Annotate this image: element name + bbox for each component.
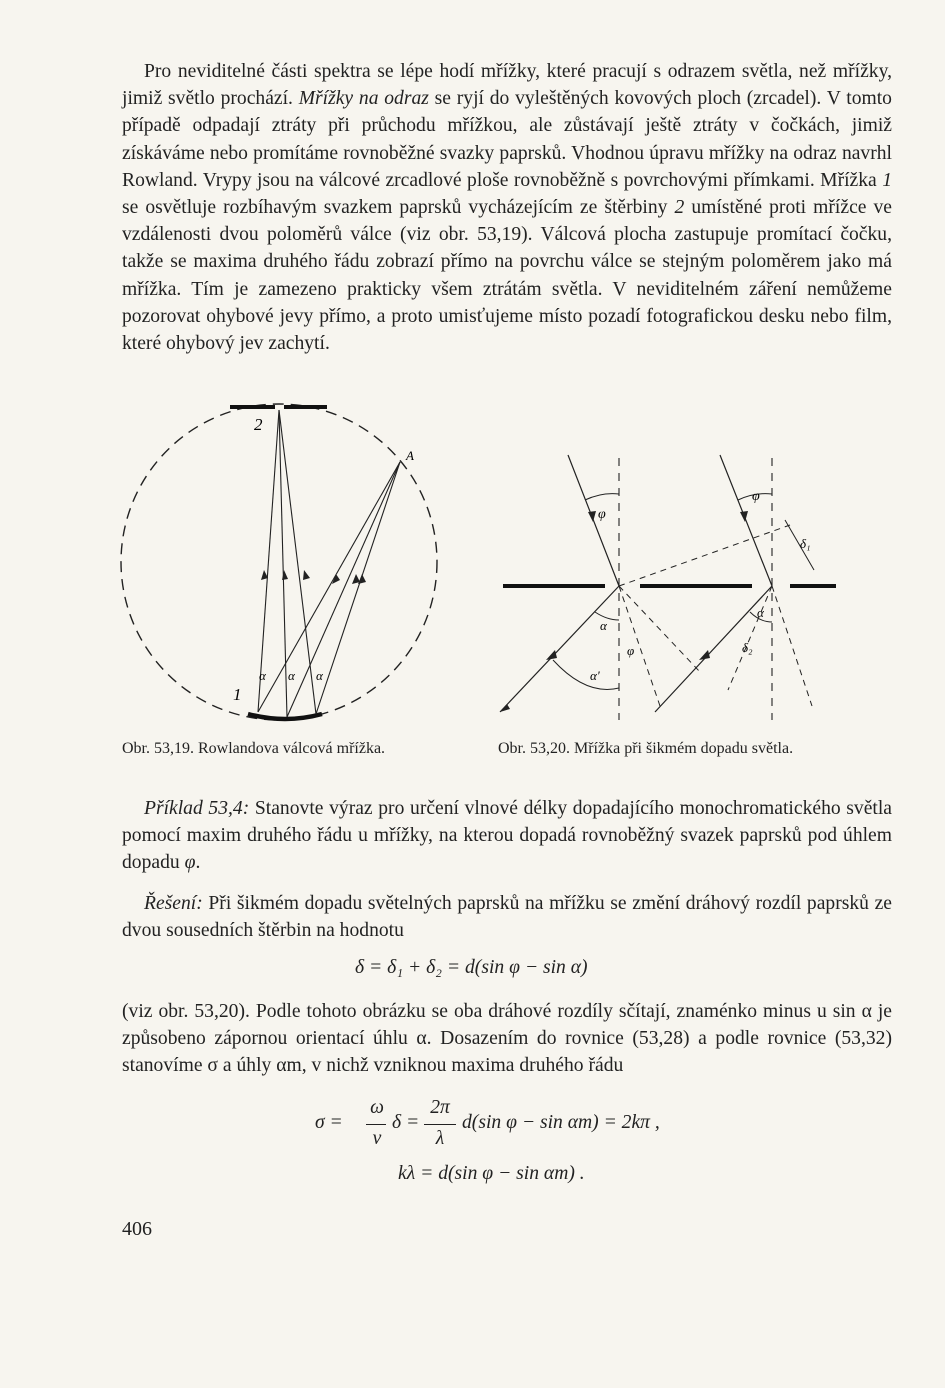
label-delta-2: δ₂: [742, 640, 753, 655]
label-alpha-prime: α': [590, 668, 600, 683]
label-phi-lower: φ: [627, 643, 635, 658]
slit-number: 2: [674, 197, 685, 219]
label-alpha-3: α: [316, 668, 323, 683]
example-symbol: φ: [184, 852, 196, 874]
example-end: .: [195, 852, 201, 874]
rowland-circle: [121, 404, 437, 720]
equation-path-difference: δ = δ₁ + δ₂ = d(sin φ − sin α): [355, 957, 588, 978]
label-phi-right: φ: [752, 489, 760, 504]
intro-text-3: se osvětluje rozbíhavým svazkem paprsků vycházejícím ze štěrbiny: [122, 197, 668, 219]
label-point-a: A: [406, 448, 414, 463]
label-slit: 2: [254, 415, 263, 434]
intro-text-4: umístěné proti mřížce ve vzdálenosti dvou poloměrů válce (viz obr. 53,19). Válcová plocha zastupuje promítací čočku, takže se maxima druhého řádu zobrazí přímo na povrchu válce se stejným poloměrem jako má mřížka. Tím je zamezeno prakticky všem ztrátám světla. V neviditelném záření nemůžeme pozorovat ohybové jevy přímo, a proto umisťujeme místo pozadí fotografickou desku nebo film, které ohybový jev zachytí.: [122, 197, 892, 355]
angle-arcs: [553, 494, 814, 690]
equation-sigma-rhs: d(sin φ − sin αm) = 2kπ ,: [462, 1112, 660, 1133]
fraction-bar-2: [424, 1124, 456, 1125]
fraction-two-pi: 2π: [430, 1097, 450, 1118]
solution-text: Při šikmém dopadu světelných paprsků na mřížku se změní dráhový rozdíl paprsků ze dvou sousedních štěrbin na hodnotu: [122, 893, 892, 942]
term-reflection-gratings: Mřížky na odraz: [298, 88, 429, 110]
intro-text-2: se ryjí do vyleštěných kovových ploch (zrcadel). V tomto případě odpadají ztráty při průchodu mřížkou, ale zůstávají ještě ztráty v čočkách, jimiž získáváme nebo promítáme rovnoběžné svazky paprsků. Vhodnou úpravu mřížky na odraz navrhl Rowland. Vrypy jsou na válcové zrcadlové ploše rovnoběžně s povrchovými přímkami. Mřížka: [122, 88, 892, 191]
normals: [619, 458, 772, 720]
ray-arrows: [261, 570, 366, 584]
fraction-bar-1: [366, 1124, 386, 1125]
label-alpha-right: α: [757, 605, 764, 620]
figure-rowland-grating: [112, 398, 457, 728]
equation-wavelength: kλ = d(sin φ − sin αm) .: [398, 1163, 585, 1184]
fraction-omega: ω: [370, 1097, 384, 1118]
equation-delta: δ =: [392, 1112, 420, 1133]
example-paragraph: [122, 795, 892, 877]
solution-label: Řešení:: [144, 893, 203, 914]
label-alpha-1: α: [259, 668, 266, 683]
intro-text-1: Pro neviditelné části spektra se lépe hodí mřížky, které pracují s odrazem světla, než mřížky, jimiž světlo prochází.: [122, 61, 892, 110]
label-phi-left: φ: [598, 507, 606, 522]
figure-oblique-incidence: [498, 398, 838, 728]
figure1-caption: Obr. 53,19. Rowlandova válcová mřížka.: [122, 740, 386, 757]
intro-paragraph: [122, 58, 892, 357]
rays: [258, 410, 400, 717]
label-grating: 1: [233, 685, 242, 704]
fraction-v: v: [372, 1128, 382, 1149]
figure2-caption: Obr. 53,20. Mřížka při šikmém dopadu světla.: [498, 740, 794, 757]
grating-surface: [248, 714, 322, 719]
equation-sigma-lhs: σ =: [315, 1112, 343, 1133]
example-label: Příklad 53,4:: [144, 798, 250, 819]
figure2-arrows: [500, 511, 748, 712]
grating-number: 1: [882, 169, 892, 191]
page-number: 406: [122, 1218, 152, 1240]
construction-lines: [619, 525, 812, 706]
label-alpha-2: α: [288, 668, 295, 683]
example-text: Stanovte výraz pro určení vlnové délky dopadajícího monochromatického světla pomocí maxim druhého řádu u mřížky, na kterou dopadá rovnoběžný svazek paprsků pod úhlem dopadu: [122, 798, 893, 874]
after-equation-paragraph: (viz obr. 53,20). Podle tohoto obrázku se oba dráhové rozdíly sčítají, znaménko minus u sin α je způsobeno zápornou orientací úhlu α. Dosazením do rovnice (53,28) a podle rovnice (53,32) stanovíme σ a úhly αm, v nichž vzniknou maxima druhého řádu: [122, 1001, 892, 1077]
fraction-lambda: λ: [435, 1128, 445, 1149]
figure2-rays: [500, 455, 772, 712]
label-alpha-left: α: [600, 618, 607, 633]
solution-paragraph: [122, 890, 892, 944]
label-delta-1: δ₁: [800, 536, 811, 551]
